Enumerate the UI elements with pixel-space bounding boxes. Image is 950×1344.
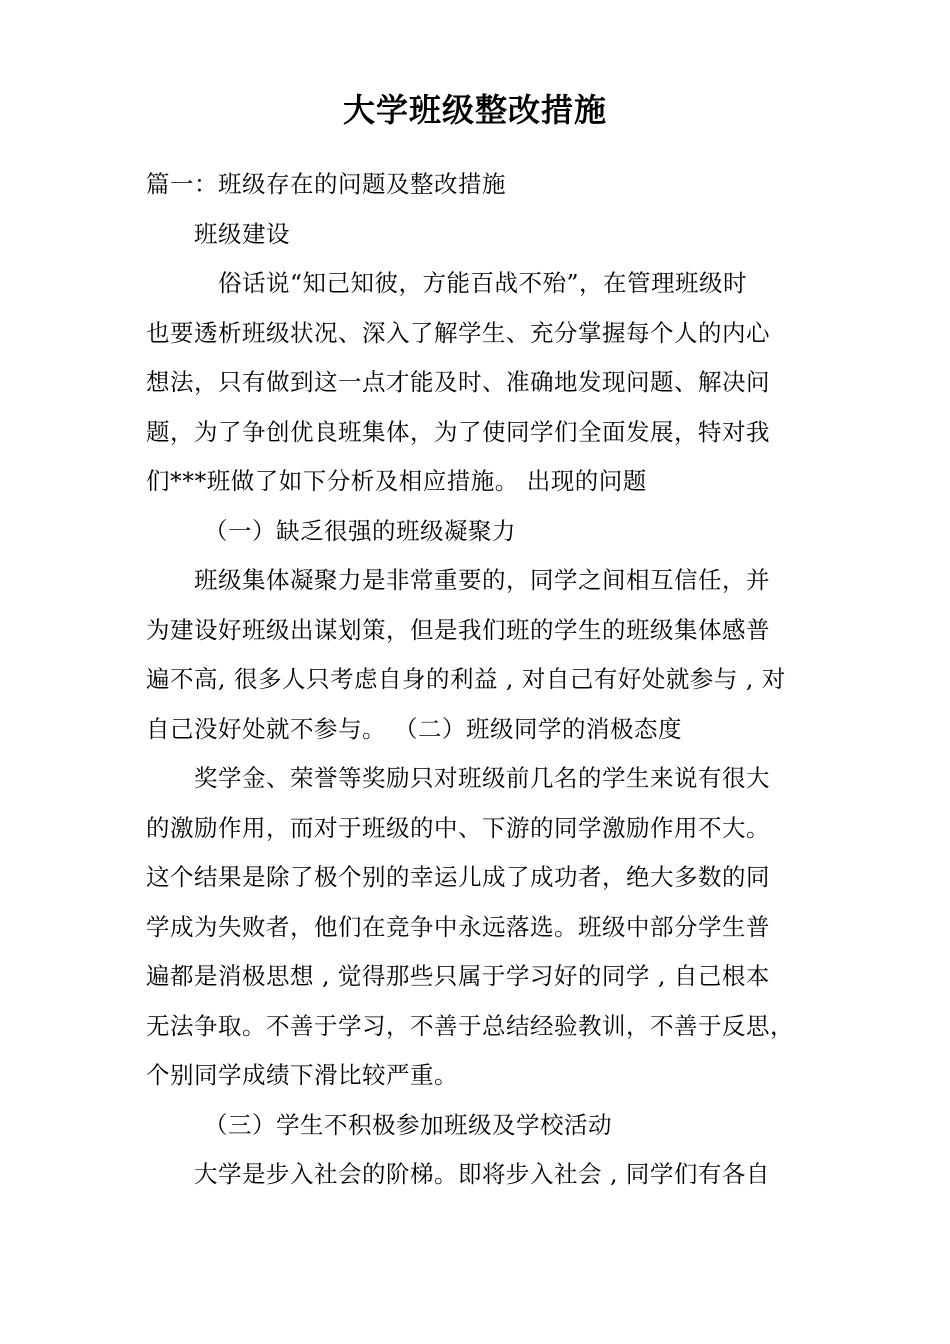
paragraph-line: 这个结果是除了极个别的幸运儿成了成功者，绝大多数的同 [146,863,770,891]
paragraph-line: 也要透析班级状况、深入了解学生、充分掌握每个人的内心 [146,318,770,347]
document-title: 大学班级整改措施 [342,91,607,129]
document-body [146,160,816,1200]
paragraph-line: 自己没好处就不参与。 （二）班级同学的消极态度 [146,714,682,743]
subheading: （三）学生不积极参加班级及学校活动 [204,1110,612,1139]
paragraph-line: 遍不高, 很多人只考虑自身的利益 , 对自己有好处就参与 , 对 [146,665,786,693]
paragraph-line: 想法，只有做到这一点才能及时、准确地发现问题、解决问 [146,368,770,396]
paragraph-line: 班级集体凝聚力是非常重要的，同学之间相互信任，并 [194,566,770,594]
section-heading: 篇一：班级存在的问题及整改措施 [146,170,506,198]
subheading: （一）缺乏很强的班级凝聚力 [204,516,516,545]
paragraph-line: 无法争取。不善于学习，不善于总结经验教训，不善于反思， [146,1011,794,1040]
paragraph-line: 大学是步入社会的阶梯。即将步入社会 , 同学们有各自 [194,1160,770,1188]
paragraph-line: 俗话说“知己知彼，方能百战不殆”，在管理班级时 [218,269,748,297]
paragraph-line: 学成为失败者，他们在竞争中永远落选。班级中部分学生普 [146,912,770,941]
subheading: 班级建设 [194,219,290,248]
paragraph-line: 题，为了争创优良班集体，为了使同学们全面发展，特对我 [146,417,770,446]
paragraph-line: 个别同学成绩下滑比较严重。 [146,1061,458,1089]
paragraph-line: 奖学金、荣誉等奖励只对班级前几名的学生来说有很大 [194,764,770,792]
paragraph-line: 遍都是消极思想 , 觉得那些只属于学习好的同学 , 自己根本 [146,962,770,990]
paragraph-line: 为建设好班级出谋划策，但是我们班的学生的班级集体感普 [146,615,770,644]
paragraph-line: 的激励作用，而对于班级的中、下游的同学激励作用不大。 [146,813,770,842]
paragraph-line: 们***班做了如下分析及相应措施。 出现的问题 [146,467,647,495]
